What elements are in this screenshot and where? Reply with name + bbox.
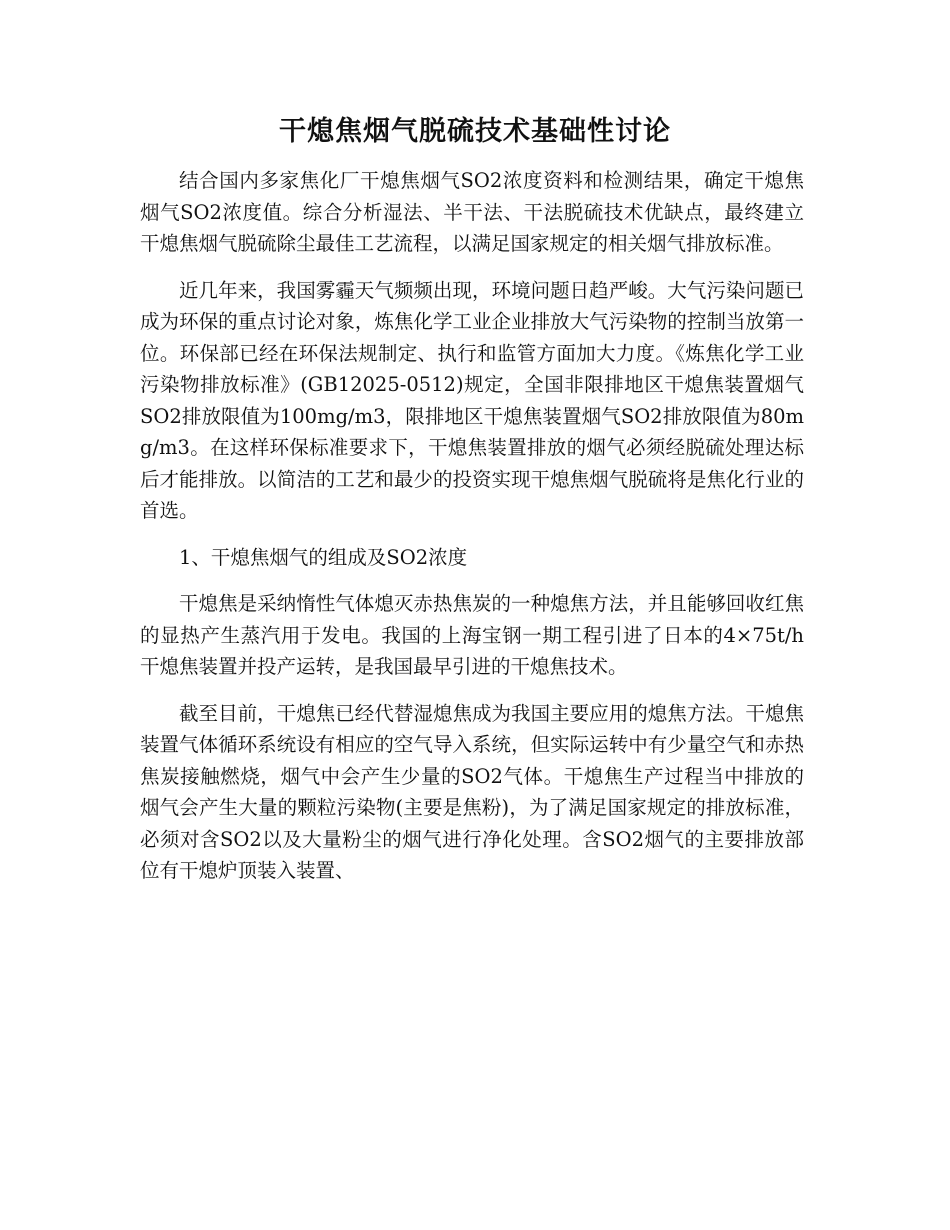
section-paragraph-2: 截至目前，干熄焦已经代替湿熄焦成为我国主要应用的熄焦方法。干熄焦装置气体循环系统设有相应的空气导入系统，但实际运转中有少量空气和赤热焦炭接触燃烧，烟气中会产生少量的SO2气体。干熄焦生产过程当中排放的烟气会产生大量的颗粒污染物(主要是焦粉)，为了满足国家规定的排放标准，必须对含SO2以及大量粉尘的烟气进行净化处理。含SO2烟气的主要排放部位有干熄炉顶装入装置、 bbox=[140, 701, 804, 882]
document-body bbox=[140, 165, 804, 902]
document-title: 干熄焦烟气脱硫技术基础性讨论 bbox=[279, 116, 671, 147]
section-paragraph-1: 干熄焦是采纳惰性气体熄灭赤热焦炭的一种熄焦方法，并且能够回收红焦的显热产生蒸汽用于发电。我国的上海宝钢一期工程引进了日本的4×75t/h干熄焦装置并投产运转，是我国最早引进的干熄焦技术。 bbox=[140, 592, 804, 678]
section-heading: 1、干熄焦烟气的组成及SO2浓度 bbox=[179, 545, 468, 569]
abstract-paragraph: 结合国内多家焦化厂干熄焦烟气SO2浓度资料和检测结果，确定干熄焦烟气SO2浓度值。综合分析湿法、半干法、干法脱硫技术优缺点，最终建立干熄焦烟气脱硫除尘最佳工艺流程，以满足国家规定的相关烟气排放标准。 bbox=[140, 169, 804, 255]
intro-paragraph: 近几年来，我国雾霾天气频频出现，环境问题日趋严峻。大气污染问题已成为环保的重点讨论对象，炼焦化学工业企业排放大气污染物的控制当放第一位。环保部已经在环保法规制定、执行和监管方面加大力度。《炼焦化学工业污染物排放标准》(GB12025-0512)规定，全国非限排地区干熄焦装置烟气SO2排放限值为100mg/m3，限排地区干熄焦装置烟气SO2排放限值为80mg/m3。在这样环保标准要求下，干熄焦装置排放的烟气必须经脱硫处理达标后才能排放。以简洁的工艺和最少的投资实现干熄焦烟气脱硫将是焦化行业的首选。 bbox=[140, 278, 804, 522]
